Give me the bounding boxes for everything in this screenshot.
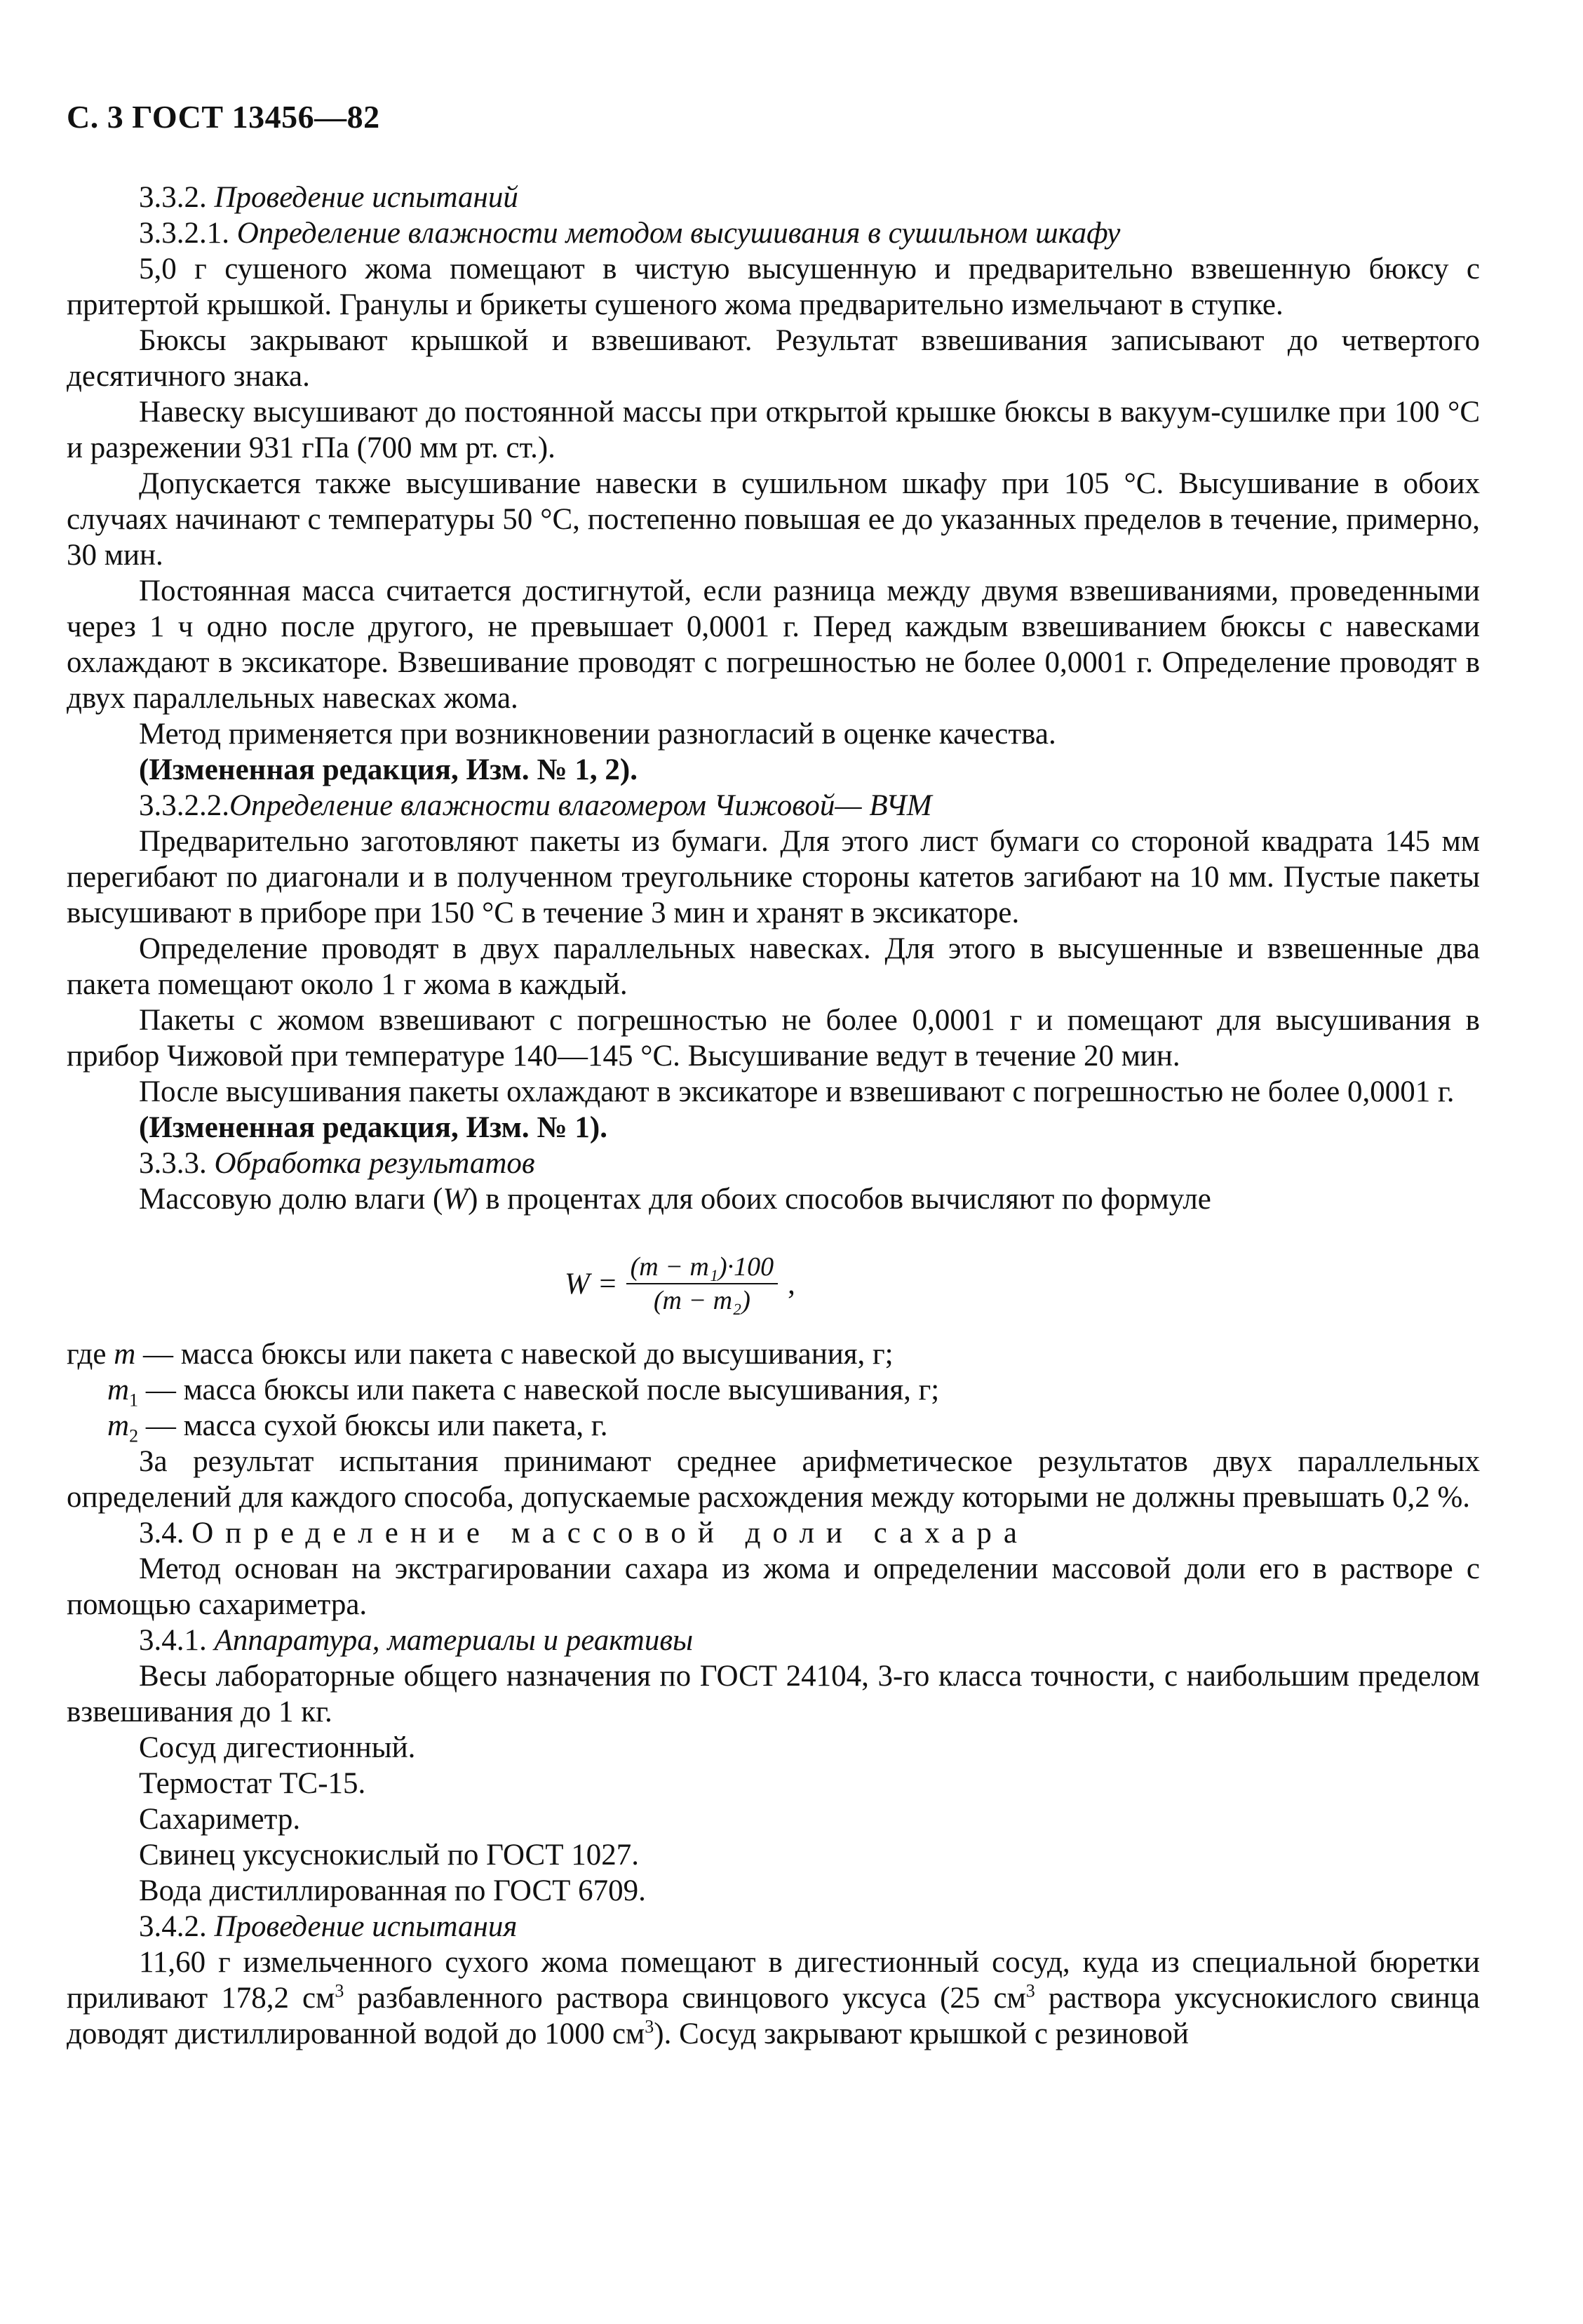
text-run: Массовую долю влаги ( xyxy=(139,1183,443,1216)
document-body xyxy=(67,180,1480,2052)
section-heading xyxy=(67,788,1480,824)
variable-w: W xyxy=(443,1183,469,1216)
definition-line xyxy=(67,1408,1480,1444)
symbol: m xyxy=(107,1409,130,1442)
section-title: Проведение испытаний xyxy=(214,181,518,214)
paragraph: За результат испытания принимают среднее арифметическое результатов двух параллельных определений для каждого способа, допускаемые расхождения между которыми не должны превышать 0,2 %. xyxy=(67,1445,1480,1514)
text-run: ). Сосуд закрывают крышкой с резиновой xyxy=(654,2017,1189,2050)
formula-comma: , xyxy=(788,1267,795,1301)
list-item: Сахариметр. xyxy=(139,1803,301,1836)
section-heading xyxy=(67,1909,1480,1944)
paragraph xyxy=(67,1181,1480,1217)
text-run: где xyxy=(67,1338,114,1371)
superscript: 3 xyxy=(645,2016,654,2037)
paragraph: Постоянная масса считается достигнутой, если разница между двумя взвешиваниями, проведенными через 1 ч одно после другого, не превышает 0,0001 г. Перед каждым взвешиванием бюксы с навесками охлаждают в эксикаторе. Взвешивание проводят с погрешностью не более 0,0001 г. Определение проводят в двух параллельных навесках жома. xyxy=(67,575,1480,715)
definition-line xyxy=(67,1336,1480,1372)
paragraph xyxy=(67,1944,1480,2052)
list-item: Термостат ТС-15. xyxy=(139,1767,366,1800)
text-run: раствора уксуснокислого свинца доводят дистиллированной водой до 1000 см xyxy=(67,1982,1480,2050)
section-number: 3.4. xyxy=(139,1517,192,1550)
list-item: Свинец уксуснокислый по ГОСТ 1027. xyxy=(139,1839,639,1872)
section-heading xyxy=(67,180,1480,215)
paragraph: 5,0 г сушеного жома помещают в чистую высушенную и предварительно взвешенную бюксу с притертой крышкой. Гранулы и брикеты сушеного жома предварительно измельчают в ступке. xyxy=(67,253,1480,321)
formula-numerator: (m − m₁)·100 xyxy=(626,1251,779,1284)
text-run: разбавленного раствора свинцового уксуса (25 см xyxy=(344,1982,1026,2015)
section-title: Аппаратура, материалы и реактивы xyxy=(214,1624,694,1657)
subscript: 2 xyxy=(129,1425,139,1446)
revision-note: (Измененная редакция, Изм. № 1, 2). xyxy=(139,753,638,786)
section-number: 3.3.2.2. xyxy=(139,789,229,822)
section-number: 3.4.1. xyxy=(139,1624,215,1657)
paragraph: Определение проводят в двух параллельных навесках. Для этого в высушенные и взвешенные два пакета помещают около 1 г жома в каждый. xyxy=(67,932,1480,1001)
moisture-formula xyxy=(67,1217,1480,1336)
paragraph: Весы лабораторные общего назначения по ГОСТ 24104, 3-го класса точности, с наибольшим пределом взвешивания до 1 кг. xyxy=(67,1660,1480,1728)
text-run: 11,60 г измельченного сухого жома помещают в дигестионный сосуд, куда из специальной бюретки приливают 178,2 см xyxy=(67,1946,1480,2015)
text-run: — масса бюксы или пакета с навеской после высушивания, г; xyxy=(138,1373,940,1406)
paragraph: Предварительно заготовляют пакеты из бумаги. Для этого лист бумаги со стороной квадрата 145 мм перегибают по диагонали и в полученном треугольнике стороны катетов загибают на 10 мм. Пустые пакеты высушивают в приборе при 150 °С в течение 3 мин и хранят в эксикаторе. xyxy=(67,825,1480,929)
formula-fraction xyxy=(626,1251,779,1317)
paragraph: Пакеты с жомом взвешивают с погрешностью не более 0,0001 г и помещают для высушивания в прибор Чижовой при температуре 140—145 °С. Высушивание ведут в течение 20 мин. xyxy=(67,1004,1480,1073)
formula-lhs: W = xyxy=(565,1267,618,1301)
section-title: Обработка результатов xyxy=(214,1147,535,1180)
superscript: 3 xyxy=(335,1980,344,2001)
section-number: 3.4.2. xyxy=(139,1910,215,1943)
section-title: Определение массовой доли сахара xyxy=(191,1517,1029,1550)
symbol: m xyxy=(107,1373,130,1406)
text-run: — масса бюксы или пакета с навеской до высушивания, г; xyxy=(135,1338,894,1371)
section-title: Определение влажности методом высушивания в сушильном шкафу xyxy=(236,217,1121,250)
list-item: Сосуд дигестионный. xyxy=(139,1731,416,1764)
section-heading xyxy=(67,1623,1480,1658)
paragraph: После высушивания пакеты охлаждают в эксикаторе и взвешивают с погрешностью не более 0,0001 г. xyxy=(139,1075,1455,1108)
section-title: Проведение испытания xyxy=(214,1910,518,1943)
formula-denominator: (m − m₂) xyxy=(653,1286,750,1315)
section-heading xyxy=(67,1515,1480,1551)
page-header: С. 3 ГОСТ 13456—82 xyxy=(67,99,380,135)
definition-line xyxy=(67,1372,1480,1411)
section-heading xyxy=(67,1146,1480,1181)
text-run: ) в процентах для обоих способов вычисляют по формуле xyxy=(468,1183,1211,1216)
superscript: 3 xyxy=(1025,1980,1035,2001)
text-run: — масса сухой бюксы или пакета, г. xyxy=(138,1409,608,1442)
paragraph: Метод основан на экстрагировании сахара из жома и определении массовой доли его в растворе с помощью сахариметра. xyxy=(67,1552,1480,1621)
symbol: m xyxy=(114,1338,136,1371)
paragraph: Метод применяется при возникновении разногласий в оценке качества. xyxy=(139,718,1056,751)
section-number: 3.3.2. xyxy=(139,181,215,214)
subscript: 1 xyxy=(129,1390,139,1411)
section-heading xyxy=(67,215,1480,251)
paragraph: Допускается также высушивание навески в сушильном шкафу при 105 °С. Высушивание в обоих случаях начинают с температуры 50 °С, постепенно повышая ее до указанных пределов в течение, примерно, 30 мин. xyxy=(67,467,1480,572)
revision-note: (Измененная редакция, Изм. № 1). xyxy=(139,1111,607,1144)
section-title: Определение влажности влагомером Чижовой— ВЧМ xyxy=(229,789,932,822)
paragraph: Бюксы закрывают крышкой и взвешивают. Результат взвешивания записывают до четвертого десятичного знака. xyxy=(67,324,1480,393)
list-item: Вода дистиллированная по ГОСТ 6709. xyxy=(139,1874,646,1907)
section-number: 3.3.3. xyxy=(139,1147,215,1180)
paragraph: Навеску высушивают до постоянной массы при открытой крышке бюксы в вакуум-сушилке при 100 °С и разрежении 931 гПа (700 мм рт. ст.). xyxy=(67,396,1480,464)
section-number: 3.3.2.1. xyxy=(139,217,237,250)
